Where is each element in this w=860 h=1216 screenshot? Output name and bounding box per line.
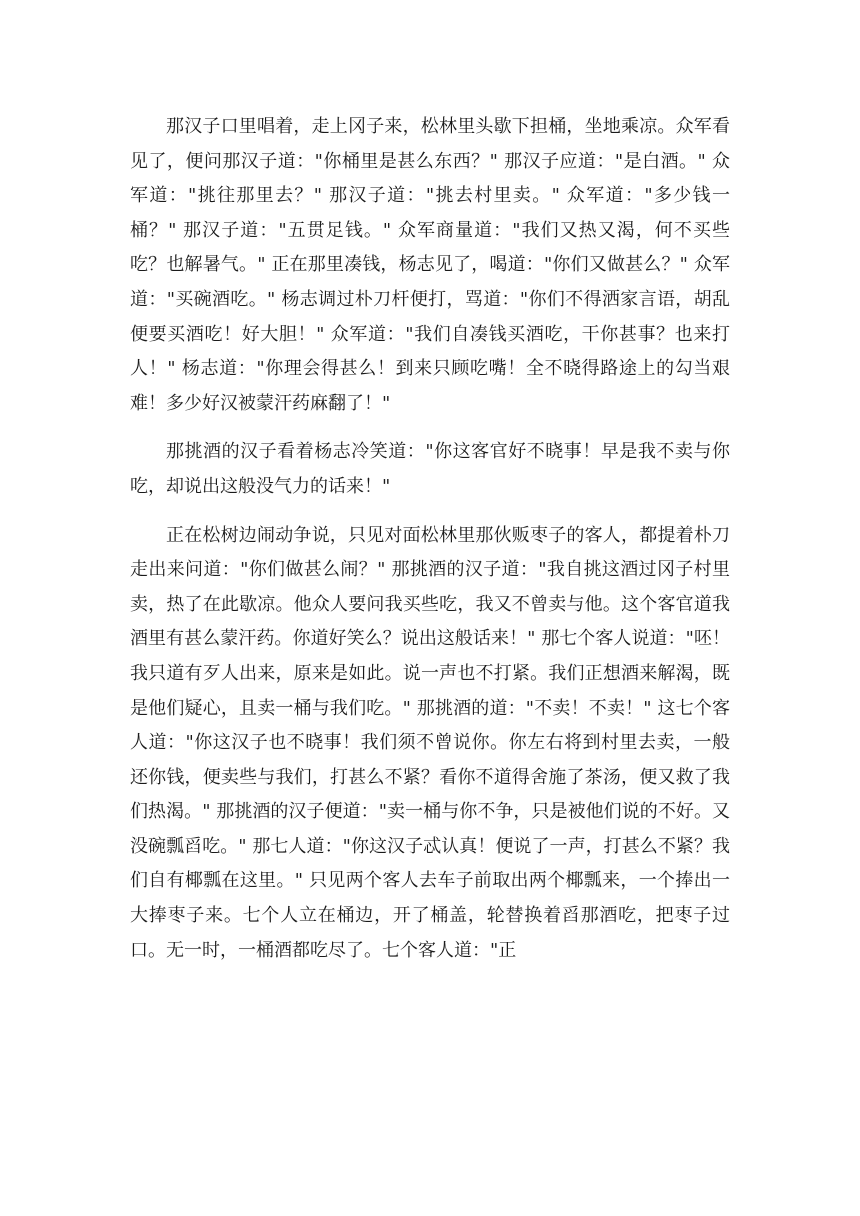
paragraph-1: 那汉子口里唱着，走上冈子来，松林里头歇下担桶，坐地乘凉。众军看见了，便问那汉子道："你桶里是甚么东西？" 那汉子应道："是白酒。" 众军道："挑往那里去？" 那汉子道："挑去村里卖。" 众军道："多少钱一桶？" 那汉子道："五贯足钱。" 众军商量道："我们又热又渴，何不买些吃？也解暑气。" 正在那里凑钱，杨志见了，喝道："你们又做甚么？" 众军道："买碗酒吃。" 杨志调过朴刀杆便打，骂道："你们不得洒家言语，胡乱便要买酒吃！好大胆！" 众军道："我们自凑钱买酒吃，干你甚事？也来打人！" 杨志道："你理会得甚么！到来只顾吃嘴！全不晓得路途上的勾当艰难！多少好汉被蒙汗药麻翻了！" (130, 116, 730, 414)
paragraph-3: 正在松树边闹动争说，只见对面松林里那伙贩枣子的客人，都提着朴刀走出来问道："你们做甚么闹？" 那挑酒的汉子道："我自挑这酒过冈子村里卖，热了在此歇凉。他众人要问我买些吃，我又不曾卖与他。这个客官道我酒里有甚么蒙汗药。你道好笑么？说出这般话来！" 那七个客人说道："呸！我只道有歹人出来，原来是如此。说一声也不打紧。我们正想酒来解渴，既是他们疑心，且卖一桶与我们吃。" 那挑酒的道："不卖！不卖！" 这七个客人道："你这汉子也不晓事！我们须不曾说你。你左右将到村里去卖，一般还你钱，便卖些与我们，打甚么不紧？看你不道得舍施了茶汤，便又救了我们热渴。" 那挑酒的汉子便道："卖一桶与你不争，只是被他们说的不好。又没碗瓢舀吃。" 那七人道："你这汉子忒认真！便说了一声，打甚么不紧？我们自有椰瓢在这里。" 只见两个客人去车子前取出两个椰瓢来，一个捧出一大捧枣子来。七个人立在桶边，开了桶盖，轮替换着舀那酒吃，把枣子过口。无一时，一桶酒都吃尽了。七个客人道："正 (130, 524, 730, 961)
paragraph-2: 那挑酒的汉子看着杨志冷笑道："你这客官好不晓事！早是我不卖与你吃，却说出这般没气力的话来！" (130, 441, 730, 497)
document-body (130, 110, 730, 982)
